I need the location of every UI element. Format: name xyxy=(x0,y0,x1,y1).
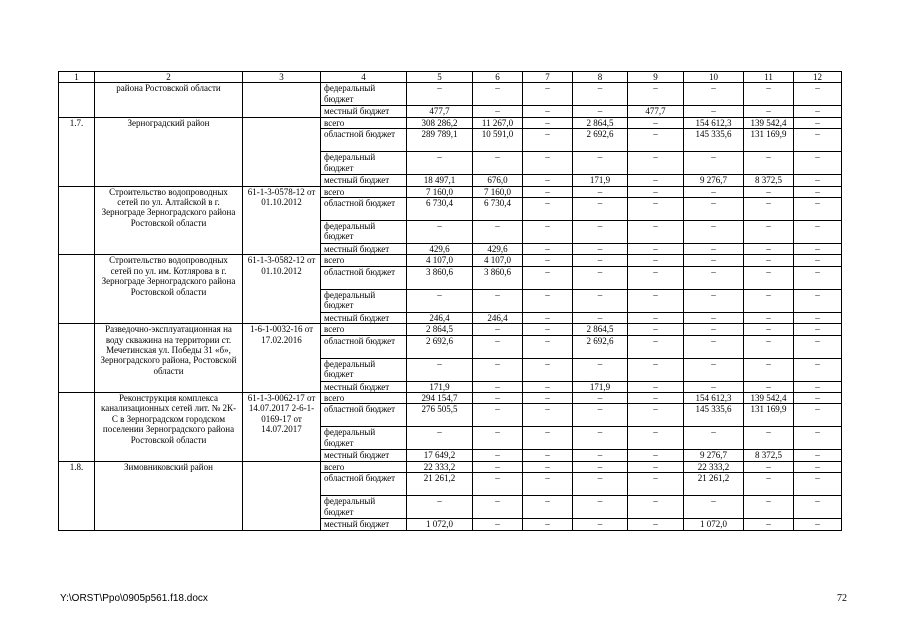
amount-cell: – xyxy=(473,106,523,117)
amount-cell: 2 864,5 xyxy=(407,324,473,335)
document-code: 61-1-3-0582-12 от 01.10.2012 xyxy=(243,255,321,324)
amount-cell: 1 072,0 xyxy=(407,519,473,530)
amount-cell: – xyxy=(573,393,628,404)
amount-cell: 3 860,6 xyxy=(473,266,523,289)
amount-cell: – xyxy=(407,496,473,519)
amount-cell: – xyxy=(628,255,684,266)
amount-cell: – xyxy=(573,198,628,221)
funding-source-label: федеральный бюджет xyxy=(321,358,407,381)
funding-source-label: областной бюджет xyxy=(321,335,407,358)
funding-source-label: всего xyxy=(321,117,407,128)
amount-cell: – xyxy=(684,186,744,197)
amount-cell: – xyxy=(684,198,744,221)
amount-cell: – xyxy=(523,427,573,450)
funding-source-label: областной бюджет xyxy=(321,129,407,152)
funding-source-label: областной бюджет xyxy=(321,198,407,221)
amount-cell: 139 542,4 xyxy=(744,393,794,404)
amount-cell: 1 072,0 xyxy=(684,519,744,530)
amount-cell: – xyxy=(744,335,794,358)
amount-cell: 171,9 xyxy=(407,381,473,392)
amount-cell: – xyxy=(744,221,794,244)
amount-cell: – xyxy=(744,289,794,312)
amount-cell: – xyxy=(794,381,842,392)
amount-cell: – xyxy=(523,519,573,530)
table-row xyxy=(59,83,842,106)
amount-cell: – xyxy=(473,381,523,392)
amount-cell: – xyxy=(473,519,523,530)
amount-cell: – xyxy=(684,335,744,358)
amount-cell: 429,6 xyxy=(473,244,523,255)
amount-cell: 139 542,4 xyxy=(744,117,794,128)
amount-cell: – xyxy=(628,450,684,461)
funding-source-label: всего xyxy=(321,461,407,472)
amount-cell: 8 372,5 xyxy=(744,175,794,186)
funding-source-label: федеральный бюджет xyxy=(321,83,407,106)
amount-cell: – xyxy=(628,358,684,381)
item-number xyxy=(59,393,95,462)
amount-cell: – xyxy=(794,198,842,221)
amount-cell: – xyxy=(684,152,744,175)
item-number xyxy=(59,186,95,255)
table-row xyxy=(59,461,842,472)
amount-cell: – xyxy=(573,83,628,106)
amount-cell: – xyxy=(523,473,573,496)
document-code: 61-1-3-0062-17 от 14.07.2017 2-6-1-0169-17 от 14.07.2017 xyxy=(243,393,321,462)
amount-cell: – xyxy=(573,221,628,244)
amount-cell: – xyxy=(794,519,842,530)
header-row xyxy=(59,72,842,83)
column-number-header: 2 xyxy=(95,72,243,83)
table-row xyxy=(59,393,842,404)
funding-source-label: всего xyxy=(321,393,407,404)
amount-cell: – xyxy=(744,186,794,197)
amount-cell: – xyxy=(628,335,684,358)
amount-cell: – xyxy=(473,335,523,358)
amount-cell: 2 692,6 xyxy=(573,335,628,358)
amount-cell: 145 335,6 xyxy=(684,404,744,427)
amount-cell: 18 497,1 xyxy=(407,175,473,186)
amount-cell: – xyxy=(573,266,628,289)
amount-cell: – xyxy=(628,244,684,255)
amount-cell: – xyxy=(794,152,842,175)
amount-cell: – xyxy=(794,244,842,255)
amount-cell: – xyxy=(628,461,684,472)
amount-cell: – xyxy=(794,324,842,335)
funding-source-label: всего xyxy=(321,255,407,266)
amount-cell: – xyxy=(473,393,523,404)
amount-cell: 2 864,5 xyxy=(573,117,628,128)
amount-cell: – xyxy=(523,175,573,186)
amount-cell: – xyxy=(573,404,628,427)
amount-cell: – xyxy=(628,117,684,128)
column-number-header: 3 xyxy=(243,72,321,83)
amount-cell: – xyxy=(684,324,744,335)
amount-cell: – xyxy=(684,289,744,312)
amount-cell: – xyxy=(794,427,842,450)
amount-cell: – xyxy=(684,106,744,117)
amount-cell: – xyxy=(684,255,744,266)
amount-cell: – xyxy=(794,358,842,381)
amount-cell: – xyxy=(628,404,684,427)
amount-cell: – xyxy=(744,461,794,472)
project-description: Строительство водопроводных сетей по ул. им. Котлярова в г. Зернограде Зерноградского района Ростовской области xyxy=(95,255,243,324)
column-number-header: 1 xyxy=(59,72,95,83)
amount-cell: 7 160,0 xyxy=(407,186,473,197)
project-description: района Ростовской области xyxy=(95,83,243,117)
amount-cell: – xyxy=(523,450,573,461)
amount-cell: – xyxy=(523,324,573,335)
amount-cell: – xyxy=(523,312,573,323)
funding-source-label: федеральный бюджет xyxy=(321,289,407,312)
amount-cell: – xyxy=(794,221,842,244)
amount-cell: – xyxy=(794,255,842,266)
amount-cell: – xyxy=(573,427,628,450)
amount-cell: – xyxy=(684,381,744,392)
amount-cell: – xyxy=(473,324,523,335)
amount-cell: – xyxy=(523,152,573,175)
amount-cell: 171,9 xyxy=(573,381,628,392)
funding-source-label: областной бюджет xyxy=(321,473,407,496)
amount-cell: – xyxy=(628,381,684,392)
amount-cell: – xyxy=(794,175,842,186)
amount-cell: 246,4 xyxy=(407,312,473,323)
amount-cell: 429,6 xyxy=(407,244,473,255)
amount-cell: – xyxy=(794,106,842,117)
amount-cell: – xyxy=(794,312,842,323)
amount-cell: – xyxy=(523,266,573,289)
amount-cell: 21 261,2 xyxy=(684,473,744,496)
amount-cell: – xyxy=(628,289,684,312)
amount-cell: – xyxy=(794,461,842,472)
amount-cell: 22 333,2 xyxy=(407,461,473,472)
amount-cell: – xyxy=(523,404,573,427)
funding-source-label: федеральный бюджет xyxy=(321,427,407,450)
funding-source-label: местный бюджет xyxy=(321,381,407,392)
amount-cell: 10 591,0 xyxy=(473,129,523,152)
amount-cell: – xyxy=(573,496,628,519)
amount-cell: – xyxy=(628,129,684,152)
amount-cell: – xyxy=(628,175,684,186)
amount-cell: – xyxy=(573,255,628,266)
amount-cell: – xyxy=(628,427,684,450)
amount-cell: – xyxy=(523,117,573,128)
amount-cell: – xyxy=(744,358,794,381)
amount-cell: – xyxy=(628,496,684,519)
amount-cell: – xyxy=(523,358,573,381)
amount-cell: – xyxy=(573,473,628,496)
amount-cell: – xyxy=(744,312,794,323)
amount-cell: 3 860,6 xyxy=(407,266,473,289)
amount-cell: – xyxy=(573,289,628,312)
amount-cell: – xyxy=(628,186,684,197)
amount-cell: – xyxy=(523,186,573,197)
project-description: Разведочно-эксплуатационная на воду скважина на территории ст. Мечетинская ул. Победы 31 «б», Зерноградского района, Ростовской области xyxy=(95,324,243,393)
amount-cell: 246,4 xyxy=(473,312,523,323)
amount-cell: – xyxy=(573,461,628,472)
project-description: Строительство водопроводных сетей по ул. Алтайской в г. Зернограде Зерноградского района Ростовской области xyxy=(95,186,243,255)
item-number: 1.8. xyxy=(59,461,95,530)
amount-cell: – xyxy=(523,244,573,255)
amount-cell: 477,7 xyxy=(407,106,473,117)
amount-cell: – xyxy=(473,404,523,427)
amount-cell: 4 107,0 xyxy=(407,255,473,266)
amount-cell: – xyxy=(473,450,523,461)
amount-cell: – xyxy=(523,221,573,244)
amount-cell: – xyxy=(523,335,573,358)
amount-cell: – xyxy=(794,450,842,461)
amount-cell: – xyxy=(684,496,744,519)
amount-cell: – xyxy=(628,221,684,244)
amount-cell: 131 169,9 xyxy=(744,129,794,152)
funding-source-label: местный бюджет xyxy=(321,175,407,186)
amount-cell: – xyxy=(744,381,794,392)
amount-cell: – xyxy=(628,312,684,323)
amount-cell: – xyxy=(794,117,842,128)
amount-cell: – xyxy=(523,496,573,519)
column-number-header: 5 xyxy=(407,72,473,83)
amount-cell: 7 160,0 xyxy=(473,186,523,197)
amount-cell: 276 505,5 xyxy=(407,404,473,427)
amount-cell: – xyxy=(684,427,744,450)
amount-cell: – xyxy=(473,461,523,472)
amount-cell: – xyxy=(744,83,794,106)
amount-cell: – xyxy=(744,427,794,450)
column-number-header: 4 xyxy=(321,72,407,83)
column-number-header: 11 xyxy=(744,72,794,83)
amount-cell: – xyxy=(744,519,794,530)
amount-cell: 145 335,6 xyxy=(684,129,744,152)
amount-cell: 289 789,1 xyxy=(407,129,473,152)
column-number-header: 8 xyxy=(573,72,628,83)
page-number: 72 xyxy=(837,593,847,604)
amount-cell: – xyxy=(407,427,473,450)
funding-source-label: местный бюджет xyxy=(321,244,407,255)
amount-cell: – xyxy=(523,289,573,312)
amount-cell: – xyxy=(684,312,744,323)
amount-cell: – xyxy=(573,450,628,461)
amount-cell: – xyxy=(628,198,684,221)
amount-cell: – xyxy=(794,404,842,427)
footer-file-path: Y:\ORST\Ppo\0905p561.f18.docx xyxy=(60,593,208,604)
amount-cell: – xyxy=(628,519,684,530)
amount-cell: – xyxy=(744,266,794,289)
amount-cell: – xyxy=(523,381,573,392)
amount-cell: 9 276,7 xyxy=(684,450,744,461)
amount-cell: 477,7 xyxy=(628,106,684,117)
document-code xyxy=(243,461,321,530)
amount-cell: – xyxy=(794,129,842,152)
amount-cell: – xyxy=(684,83,744,106)
document-code xyxy=(243,117,321,186)
funding-source-label: местный бюджет xyxy=(321,312,407,323)
amount-cell: 9 276,7 xyxy=(684,175,744,186)
amount-cell: – xyxy=(573,312,628,323)
column-number-header: 9 xyxy=(628,72,684,83)
amount-cell: – xyxy=(684,221,744,244)
amount-cell: – xyxy=(573,106,628,117)
amount-cell: – xyxy=(794,393,842,404)
funding-source-label: областной бюджет xyxy=(321,266,407,289)
column-number-header: 12 xyxy=(794,72,842,83)
amount-cell: – xyxy=(744,198,794,221)
amount-cell: – xyxy=(523,83,573,106)
amount-cell: – xyxy=(744,324,794,335)
amount-cell: 308 286,2 xyxy=(407,117,473,128)
amount-cell: 6 730,4 xyxy=(407,198,473,221)
funding-source-label: местный бюджет xyxy=(321,519,407,530)
amount-cell: – xyxy=(794,496,842,519)
amount-cell: – xyxy=(794,473,842,496)
project-description: Реконструкция комплекса канализационных сетей лит. № 2К-С в Зерноградском городском поселении Зерноградского района Ростовской области xyxy=(95,393,243,462)
amount-cell: 2 692,6 xyxy=(407,335,473,358)
amount-cell: – xyxy=(407,152,473,175)
funding-source-label: всего xyxy=(321,324,407,335)
amount-cell: – xyxy=(473,289,523,312)
amount-cell: 21 261,2 xyxy=(407,473,473,496)
amount-cell: 171,9 xyxy=(573,175,628,186)
item-number xyxy=(59,324,95,393)
amount-cell: – xyxy=(407,221,473,244)
amount-cell: – xyxy=(523,198,573,221)
amount-cell: – xyxy=(794,186,842,197)
budget-table xyxy=(58,71,842,531)
item-number xyxy=(59,83,95,117)
table-row xyxy=(59,324,842,335)
funding-source-label: областной бюджет xyxy=(321,404,407,427)
table-row xyxy=(59,117,842,128)
amount-cell: 4 107,0 xyxy=(473,255,523,266)
amount-cell: 154 612,3 xyxy=(684,393,744,404)
column-number-header: 10 xyxy=(684,72,744,83)
funding-source-label: федеральный бюджет xyxy=(321,496,407,519)
amount-cell: – xyxy=(744,152,794,175)
amount-cell: 294 154,7 xyxy=(407,393,473,404)
document-code: 61-1-3-0578-12 от 01.10.2012 xyxy=(243,186,321,255)
document-code: 1-6-1-0032-16 от 17.02.2016 xyxy=(243,324,321,393)
funding-source-label: федеральный бюджет xyxy=(321,152,407,175)
amount-cell: – xyxy=(473,83,523,106)
document-code xyxy=(243,83,321,117)
amount-cell: – xyxy=(628,83,684,106)
amount-cell: – xyxy=(628,152,684,175)
amount-cell: – xyxy=(684,358,744,381)
amount-cell: – xyxy=(573,186,628,197)
amount-cell: – xyxy=(573,152,628,175)
amount-cell: – xyxy=(473,358,523,381)
amount-cell: 17 649,2 xyxy=(407,450,473,461)
amount-cell: – xyxy=(407,358,473,381)
funding-source-label: всего xyxy=(321,186,407,197)
amount-cell: 154 612,3 xyxy=(684,117,744,128)
amount-cell: 6 730,4 xyxy=(473,198,523,221)
amount-cell: – xyxy=(473,221,523,244)
amount-cell: – xyxy=(794,266,842,289)
funding-source-label: местный бюджет xyxy=(321,106,407,117)
amount-cell: 8 372,5 xyxy=(744,450,794,461)
table-row xyxy=(59,255,842,266)
amount-cell: 11 267,0 xyxy=(473,117,523,128)
amount-cell: – xyxy=(744,106,794,117)
amount-cell: – xyxy=(473,473,523,496)
amount-cell: – xyxy=(523,461,573,472)
amount-cell: – xyxy=(744,255,794,266)
amount-cell: – xyxy=(573,519,628,530)
column-number-header: 7 xyxy=(523,72,573,83)
funding-source-label: местный бюджет xyxy=(321,450,407,461)
amount-cell: – xyxy=(573,358,628,381)
amount-cell: – xyxy=(473,427,523,450)
amount-cell: – xyxy=(523,106,573,117)
amount-cell: – xyxy=(744,496,794,519)
funding-source-label: федеральный бюджет xyxy=(321,221,407,244)
amount-cell: – xyxy=(744,244,794,255)
column-number-header: 6 xyxy=(473,72,523,83)
amount-cell: – xyxy=(744,473,794,496)
amount-cell: – xyxy=(628,473,684,496)
amount-cell: – xyxy=(628,324,684,335)
amount-cell: – xyxy=(523,393,573,404)
amount-cell: 131 169,9 xyxy=(744,404,794,427)
amount-cell: – xyxy=(573,244,628,255)
amount-cell: – xyxy=(684,266,744,289)
amount-cell: – xyxy=(473,152,523,175)
amount-cell: – xyxy=(794,289,842,312)
amount-cell: – xyxy=(523,129,573,152)
amount-cell: – xyxy=(794,335,842,358)
amount-cell: – xyxy=(523,255,573,266)
amount-cell: 2 864,5 xyxy=(573,324,628,335)
item-number xyxy=(59,255,95,324)
amount-cell: 22 333,2 xyxy=(684,461,744,472)
amount-cell: – xyxy=(628,393,684,404)
amount-cell: – xyxy=(407,289,473,312)
amount-cell: 2 692,6 xyxy=(573,129,628,152)
amount-cell: – xyxy=(473,496,523,519)
amount-cell: – xyxy=(684,244,744,255)
item-number: 1.7. xyxy=(59,117,95,186)
amount-cell: 676,0 xyxy=(473,175,523,186)
table-row xyxy=(59,186,842,197)
amount-cell: – xyxy=(407,83,473,106)
amount-cell: – xyxy=(794,83,842,106)
amount-cell: – xyxy=(628,266,684,289)
project-description: Зерноградский район xyxy=(95,117,243,186)
project-description: Зимовниковский район xyxy=(95,461,243,530)
